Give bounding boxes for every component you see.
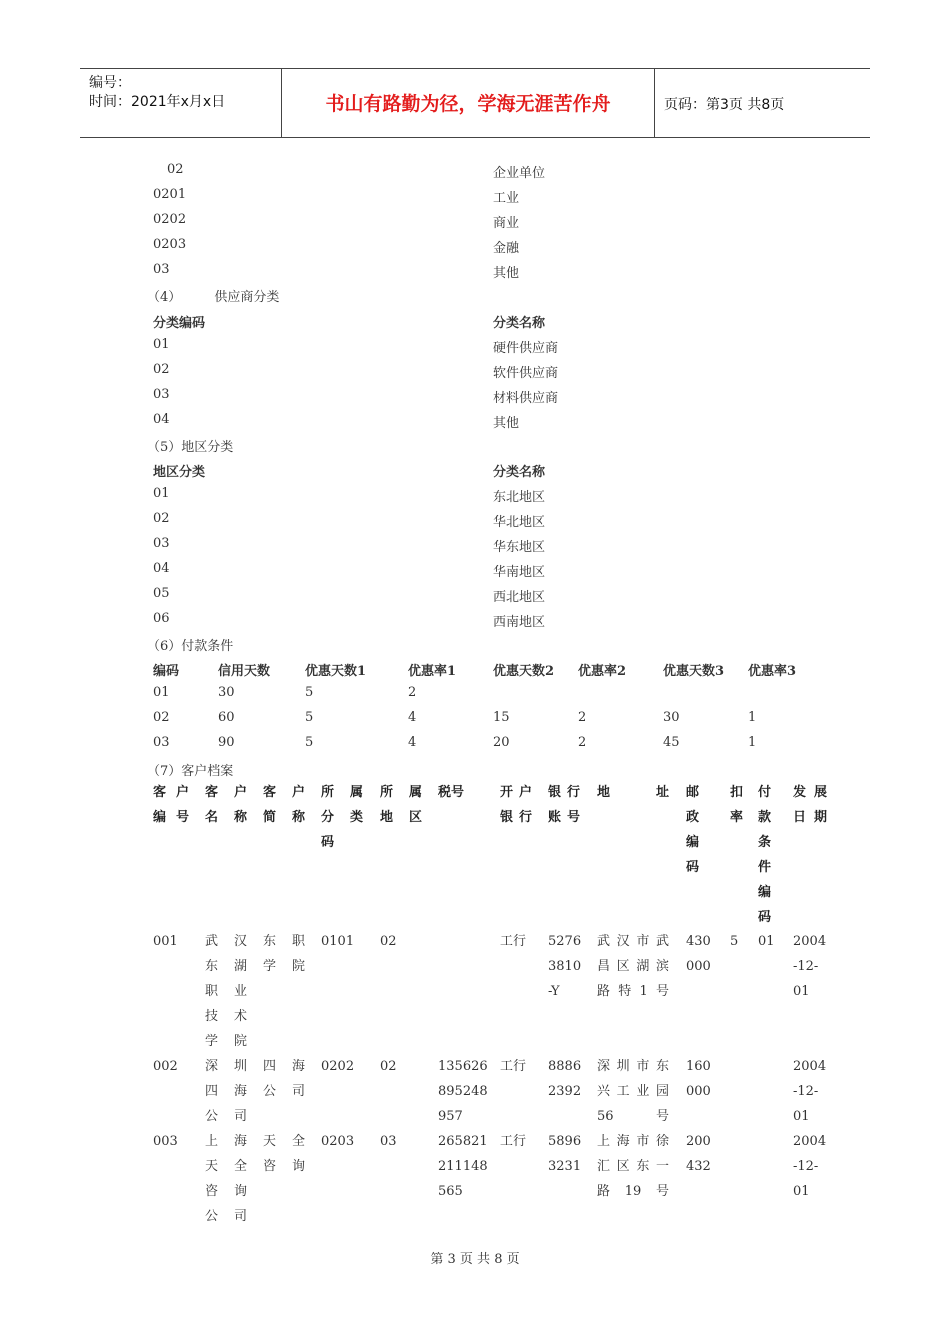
- table-cell-name: 硬件供应商: [493, 341, 559, 356]
- table-cell: 02: [380, 934, 397, 949]
- table-cell: 20: [493, 735, 510, 750]
- table-cell: 咨询: [263, 1159, 305, 1174]
- table-cell-code: 03: [153, 536, 170, 551]
- table-cell: 地区: [380, 810, 422, 825]
- table-cell: 02: [380, 1059, 397, 1074]
- table-cell: 深 圳: [205, 1059, 247, 1074]
- table-cell: 公司: [205, 1109, 247, 1124]
- table-cell-name: 华南地区: [493, 565, 546, 580]
- table-cell-name: 软件供应商: [493, 366, 559, 381]
- table-cell-name: 金融: [493, 241, 520, 256]
- table-cell-code: 03: [153, 262, 170, 277]
- table-cell: 条: [758, 835, 772, 850]
- table-cell: 所 属: [321, 785, 363, 800]
- table-cell-code: 0201: [153, 187, 187, 202]
- table-cell: 工行: [500, 1059, 527, 1074]
- table-cell: 000: [686, 1084, 711, 1099]
- table-cell-code: 01: [153, 486, 170, 501]
- column-header: 优惠天数1: [305, 664, 367, 679]
- table-cell: 公司: [205, 1209, 247, 1224]
- table-cell: 2: [578, 735, 587, 750]
- table-cell: 天 全: [263, 1134, 305, 1149]
- table-cell: 200: [686, 1134, 711, 1149]
- table-cell-code: 0203: [153, 237, 187, 252]
- table-cell-name: 其他: [493, 266, 520, 281]
- table-cell: 5: [305, 735, 314, 750]
- section-heading: （6）付款条件: [147, 639, 234, 654]
- table-cell: 432: [686, 1159, 711, 1174]
- table-cell: 四 海: [205, 1084, 247, 1099]
- document-number-label: 编号：: [89, 75, 131, 91]
- table-cell: 昌区湖滨: [597, 959, 669, 974]
- table-cell: 公司: [263, 1084, 305, 1099]
- section-heading: （7）客户档案: [147, 764, 234, 779]
- table-cell-name: 华东地区: [493, 540, 546, 555]
- column-header: 编码: [153, 664, 180, 679]
- table-cell: 付: [758, 785, 772, 800]
- table-cell: 码: [321, 835, 335, 850]
- table-cell: 扣: [730, 785, 744, 800]
- table-cell: 3231: [548, 1159, 582, 1174]
- table-cell: 学院: [205, 1034, 247, 1049]
- table-cell: 03: [380, 1134, 397, 1149]
- table-cell: 天 全: [205, 1159, 247, 1174]
- table-cell: 客 户: [205, 785, 247, 800]
- table-cell-name: 其他: [493, 416, 520, 431]
- table-cell: 01: [793, 1109, 810, 1124]
- table-cell-name: 商业: [493, 216, 520, 231]
- table-cell: 四 海: [263, 1059, 305, 1074]
- table-cell-name: 西北地区: [493, 590, 546, 605]
- table-cell: 957: [438, 1109, 463, 1124]
- table-cell: 银行: [548, 785, 580, 800]
- table-cell-name: 企业单位: [493, 166, 546, 181]
- column-header: 信用天数: [218, 664, 271, 679]
- table-cell: 工行: [500, 1134, 527, 1149]
- table-cell: 430: [686, 934, 711, 949]
- table-cell-code: 06: [153, 611, 170, 626]
- table-cell: 兴工业园: [597, 1084, 669, 1099]
- section-heading: （4） 供应商分类: [147, 290, 280, 305]
- table-cell: 5: [305, 685, 314, 700]
- table-cell: 深圳市东: [597, 1059, 669, 1074]
- table-cell: 款: [758, 810, 772, 825]
- table-cell: 60: [218, 710, 235, 725]
- table-cell: 565: [438, 1184, 463, 1199]
- table-cell: 客 户: [153, 785, 189, 800]
- table-cell-name: 西南地区: [493, 615, 546, 630]
- table-cell: 码: [686, 860, 700, 875]
- table-cell: 武 汉: [205, 934, 247, 949]
- page-footer: 第 3 页 共 8 页: [430, 1252, 520, 1267]
- table-cell: 265821: [438, 1134, 488, 1149]
- table-cell-code: 02: [153, 511, 170, 526]
- table-cell: 分 类: [321, 810, 363, 825]
- table-cell: 武汉市武: [597, 934, 669, 949]
- table-cell: 编: [686, 835, 700, 850]
- column-header: 地区分类: [153, 465, 206, 480]
- table-cell-code: 04: [153, 412, 170, 427]
- table-cell: 发展: [793, 785, 827, 800]
- table-cell: 码: [758, 910, 772, 925]
- document-date-label: 时间：2021年x月x日: [89, 94, 226, 110]
- table-cell: 5: [730, 934, 739, 949]
- table-cell: 上 海: [205, 1134, 247, 1149]
- table-cell: -12-: [793, 959, 819, 974]
- table-cell: 160: [686, 1059, 711, 1074]
- page-header: [80, 68, 870, 138]
- column-header: 优惠天数3: [663, 664, 725, 679]
- table-cell: 8886: [548, 1059, 582, 1074]
- table-cell: 01: [153, 685, 170, 700]
- column-header: 优惠率2: [578, 664, 627, 679]
- table-cell: 5: [305, 710, 314, 725]
- table-cell: 4: [408, 735, 417, 750]
- table-cell: 2004: [793, 934, 827, 949]
- table-cell: 上海市徐: [597, 1134, 669, 1149]
- table-cell: 件: [758, 860, 772, 875]
- table-cell: 0101: [321, 934, 355, 949]
- table-cell: 银行: [500, 810, 532, 825]
- table-cell: 编: [758, 885, 772, 900]
- table-cell: 1: [748, 710, 757, 725]
- header-page-number: 页码：第3页 共8页: [664, 97, 785, 113]
- table-cell: 2: [578, 710, 587, 725]
- column-header: 分类编码: [153, 316, 206, 331]
- table-cell: 001: [153, 934, 178, 949]
- table-cell-name: 工业: [493, 191, 520, 206]
- table-cell: 账号: [548, 810, 580, 825]
- column-header: 分类名称: [493, 316, 546, 331]
- table-cell: -Y: [548, 984, 560, 999]
- table-cell: 2: [408, 685, 417, 700]
- table-cell: 211148: [438, 1159, 488, 1174]
- table-cell: 5896: [548, 1134, 582, 1149]
- table-cell: 职 业: [205, 984, 247, 999]
- table-cell: 90: [218, 735, 235, 750]
- table-cell: 日期: [793, 810, 827, 825]
- table-cell: 学院: [263, 959, 305, 974]
- table-cell: -12-: [793, 1084, 819, 1099]
- table-cell: 15: [493, 710, 510, 725]
- table-cell: 01: [793, 984, 810, 999]
- table-cell: 汇区东一: [597, 1159, 669, 1174]
- table-cell-code: 03: [153, 387, 170, 402]
- table-cell: 1: [748, 735, 757, 750]
- table-cell: 0203: [321, 1134, 355, 1149]
- table-cell: 56号: [597, 1109, 669, 1124]
- table-cell: 邮: [686, 785, 700, 800]
- table-cell-name: 材料供应商: [493, 391, 559, 406]
- table-cell: 东 职: [263, 934, 305, 949]
- table-cell-code: 05: [153, 586, 170, 601]
- table-cell-name: 华北地区: [493, 515, 546, 530]
- table-cell-code: 02: [167, 162, 184, 177]
- table-cell: 5276: [548, 934, 582, 949]
- table-cell: 002: [153, 1059, 178, 1074]
- table-cell: 3810: [548, 959, 582, 974]
- table-cell: 东 湖: [205, 959, 247, 974]
- table-cell: 000: [686, 959, 711, 974]
- table-cell: 开户: [500, 785, 532, 800]
- table-cell: 税号: [438, 785, 465, 800]
- table-cell: 率: [730, 810, 744, 825]
- table-cell: 895248: [438, 1084, 488, 1099]
- column-header: 分类名称: [493, 465, 546, 480]
- table-cell: 45: [663, 735, 680, 750]
- table-cell: 名称: [205, 810, 247, 825]
- table-cell: 咨 询: [205, 1184, 247, 1199]
- table-cell-name: 东北地区: [493, 490, 546, 505]
- table-cell: 30: [218, 685, 235, 700]
- table-cell: 003: [153, 1134, 178, 1149]
- table-cell-code: 04: [153, 561, 170, 576]
- table-cell: -12-: [793, 1159, 819, 1174]
- table-cell: 30: [663, 710, 680, 725]
- table-cell: 技 术: [205, 1009, 247, 1024]
- table-cell: 地址: [597, 785, 669, 800]
- table-cell: 4: [408, 710, 417, 725]
- column-header: 优惠率3: [748, 664, 797, 679]
- table-cell: 2004: [793, 1059, 827, 1074]
- table-cell: 02: [153, 710, 170, 725]
- table-cell: 2004: [793, 1134, 827, 1149]
- table-cell: 路19号: [597, 1184, 669, 1199]
- table-cell: 编号: [153, 810, 189, 825]
- column-header: 优惠天数2: [493, 664, 555, 679]
- header-motto: 书山有路勤为径，学海无涯苦作舟: [325, 93, 611, 115]
- table-cell: 简称: [263, 810, 305, 825]
- table-cell: 工行: [500, 934, 527, 949]
- table-cell: 路特1号: [597, 984, 669, 999]
- table-cell: 2392: [548, 1084, 582, 1099]
- table-cell-code: 0202: [153, 212, 187, 227]
- column-header: 优惠率1: [408, 664, 457, 679]
- table-cell: 01: [758, 934, 775, 949]
- table-cell: 01: [793, 1184, 810, 1199]
- header-divider: [654, 69, 655, 137]
- table-cell: 客 户: [263, 785, 305, 800]
- table-cell: 0202: [321, 1059, 355, 1074]
- table-cell: 所 属: [380, 785, 422, 800]
- table-cell: 03: [153, 735, 170, 750]
- table-cell-code: 01: [153, 337, 170, 352]
- table-cell: 135626: [438, 1059, 488, 1074]
- section-heading: （5）地区分类: [147, 440, 234, 455]
- table-cell: 政: [686, 810, 700, 825]
- table-cell-code: 02: [153, 362, 170, 377]
